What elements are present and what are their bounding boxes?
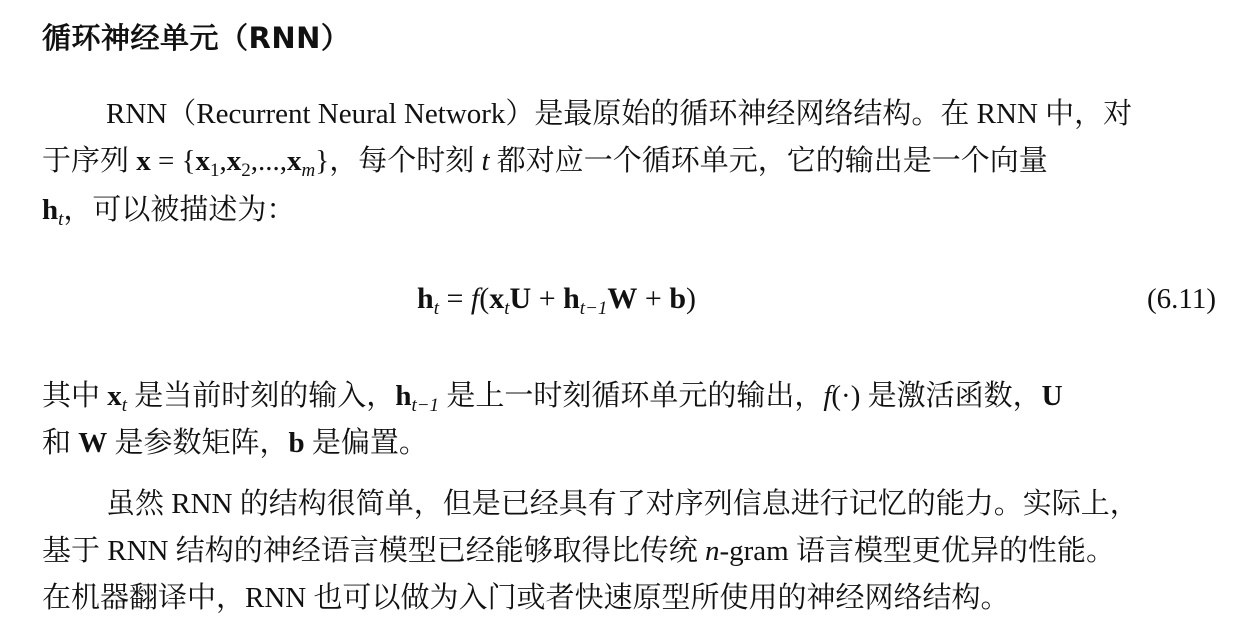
math-t: t — [481, 145, 490, 177]
text: 是上一时刻循环单元的输出， — [439, 380, 824, 412]
eq-h2-sub: t−1 — [579, 298, 608, 319]
math-xm: x — [287, 145, 302, 177]
math-f: f — [823, 380, 832, 412]
math-sub-t: t — [58, 209, 64, 230]
para2-line2 — [42, 423, 428, 463]
text: 于序列 — [42, 145, 137, 177]
equation-block — [0, 277, 1252, 321]
text: ，每个时刻 — [329, 145, 482, 177]
math-x: x — [107, 380, 122, 412]
eq-h-sub: t — [433, 298, 439, 319]
math-sub-t: t — [121, 395, 128, 416]
eq-W: W — [607, 282, 638, 315]
eq-open: ( — [479, 282, 490, 315]
equation-body — [417, 277, 696, 331]
para3-line1: 虽然 RNN 的结构很简单，但是已经具有了对序列信息进行记忆的能力。实际上， — [106, 488, 1139, 520]
math-sub-2: 2 — [241, 160, 251, 181]
math-comma: , — [219, 145, 227, 177]
equation-number: (6.11) — [1147, 283, 1216, 315]
eq-close: ) — [686, 282, 697, 315]
math-W: W — [78, 427, 108, 459]
text: 是当前时刻的输入， — [127, 380, 396, 412]
math-close: } — [315, 145, 330, 177]
math-h: h — [395, 380, 412, 412]
para1-line3 — [42, 190, 295, 240]
text: 其中 — [42, 380, 108, 412]
para1-line2 — [42, 141, 1048, 191]
eq-f: f — [470, 282, 480, 315]
eq-x-sub: t — [504, 298, 510, 319]
section-title: 循环神经单元（RNN） — [42, 21, 351, 55]
math-sub-1: 1 — [210, 160, 220, 181]
text: ，可以被描述为： — [63, 194, 296, 226]
text: 是参数矩阵， — [107, 427, 289, 459]
text: 都对应一个循环单元，它的输出是一个向量 — [489, 145, 1048, 177]
math-fdot: (·) — [831, 380, 861, 412]
math-eq: = { — [150, 145, 196, 177]
eq-x: x — [489, 282, 505, 315]
math-x2: x — [226, 145, 242, 177]
text: -gram 语言模型更优异的性能。 — [719, 535, 1115, 567]
text: 是偏置。 — [304, 427, 428, 459]
math-h: h — [42, 194, 59, 226]
para3-line2 — [42, 531, 1115, 571]
eq-h2: h — [563, 282, 580, 315]
math-U: U — [1041, 380, 1063, 412]
math-ellipsis: ,..., — [250, 145, 288, 177]
eq-h: h — [417, 282, 434, 315]
text: 和 — [42, 427, 79, 459]
text: 是激活函数， — [860, 380, 1042, 412]
math-sub-t-minus-1: t−1 — [411, 395, 440, 416]
para2-line1 — [42, 376, 1063, 426]
para3-line3: 在机器翻译中，RNN 也可以做为入门或者快速原型所使用的神经网络结构。 — [42, 582, 1010, 614]
para1-line1: RNN（Recurrent Neural Network）是最原始的循环神经网络结构。在 RNN 中，对 — [106, 98, 1133, 130]
eq-b: b — [669, 282, 687, 315]
math-x1: x — [195, 145, 211, 177]
math-b: b — [288, 427, 305, 459]
eq-U: U — [509, 282, 532, 315]
eq-plus: + — [637, 282, 670, 315]
eq-equals: = — [438, 282, 471, 315]
math-sub-m: m — [301, 160, 316, 181]
math-x: x — [136, 145, 151, 177]
math-n: n — [704, 535, 720, 567]
text: 基于 RNN 结构的神经语言模型已经能够取得比传统 — [42, 535, 705, 567]
eq-plus: + — [531, 282, 564, 315]
